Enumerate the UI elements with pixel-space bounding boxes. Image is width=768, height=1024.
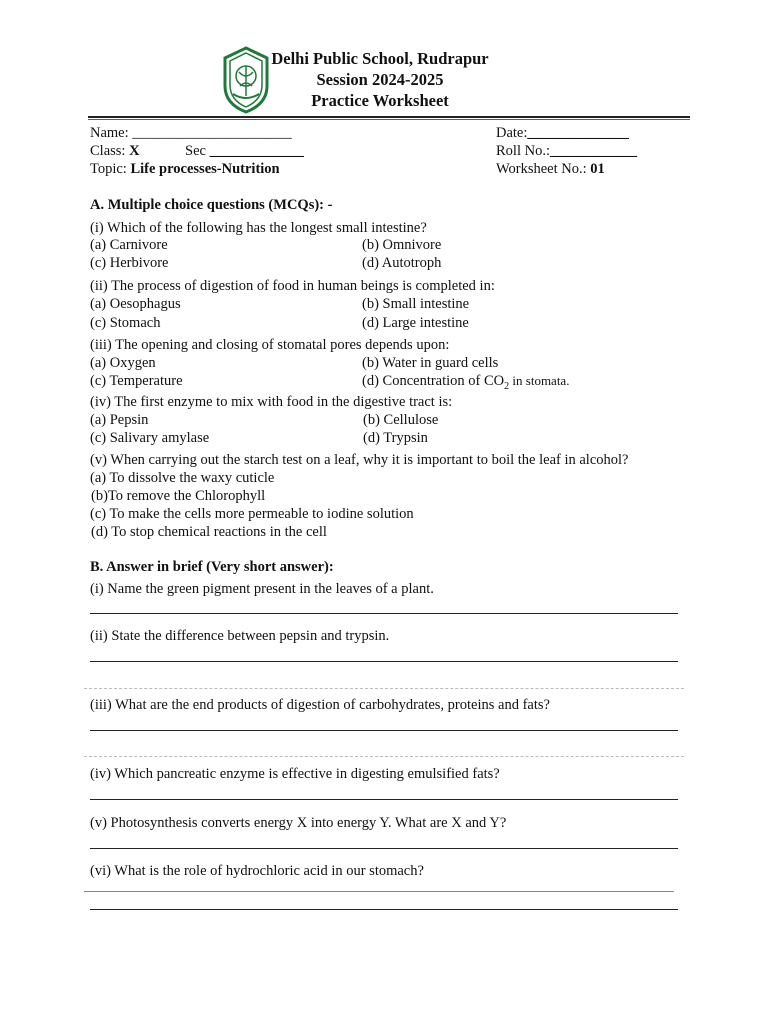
section-b-title: B. Answer in brief (Very short answer):	[90, 559, 334, 575]
mcq-5-option-a: (a) To dissolve the waxy cuticle	[90, 470, 275, 486]
mcq-4-option-a: (a) Pepsin	[90, 412, 149, 428]
worksheet-title: Practice Worksheet	[311, 91, 449, 110]
header-divider-accent	[88, 119, 690, 120]
answer-line	[90, 613, 678, 614]
mcq-3-option-d-text: (d) Concentration of CO	[362, 373, 505, 389]
section-field	[185, 142, 304, 160]
short-answer-2-question: (ii) State the difference between pepsin and trypsin.	[90, 628, 390, 644]
mcq-5-option-c: (c) To make the cells more permeable to iodine solution	[90, 506, 414, 522]
mcq-2-option-b: (b) Small intestine	[362, 296, 470, 312]
mcq-3-option-d-suffix: in stomata.	[509, 373, 570, 388]
answer-line-faint	[84, 756, 684, 757]
mcq-1-option-a: (a) Carnivore	[90, 237, 168, 253]
short-answer-1-question: (i) Name the green pigment present in the leaves of a plant.	[90, 581, 434, 597]
worksheet-number-label: Worksheet No.:	[496, 161, 591, 177]
section-a-title: A. Multiple choice questions (MCQs): -	[90, 197, 333, 213]
mcq-1-option-b: (b) Omnivore	[362, 237, 442, 253]
mcq-4-option-b: (b) Cellulose	[363, 412, 439, 428]
answer-line-faint	[84, 688, 684, 689]
short-answer-5-question: (v) Photosynthesis converts energy X into energy Y. What are X and Y?	[90, 815, 507, 831]
mcq-3-option-d-subscript: 2	[504, 380, 510, 392]
mcq-4-option-c: (c) Salivary amylase	[90, 430, 210, 446]
roll-blank: ____________	[549, 143, 637, 159]
topic-value: Life processes-Nutrition	[130, 161, 280, 177]
date-blank: ______________	[527, 125, 629, 141]
short-answer-6-question: (vi) What is the role of hydrochloric acid in our stomach?	[90, 863, 424, 879]
worksheet-number-value: 01	[590, 161, 605, 177]
mcq-3-option-a: (a) Oxygen	[90, 355, 156, 371]
short-answer-3-question: (iii) What are the end products of digestion of carbohydrates, proteins and fats?	[90, 697, 550, 713]
mcq-5-option-b: (b)To remove the Chlorophyll	[91, 488, 266, 504]
mcq-1-option-c: (c) Herbivore	[90, 255, 169, 271]
name-field: Name: ______________________	[90, 125, 292, 141]
roll-field	[496, 142, 637, 160]
date-label: Date:	[496, 125, 528, 141]
header-divider	[88, 116, 690, 118]
mcq-2-option-d: (d) Large intestine	[362, 315, 469, 331]
sec-label: Sec	[185, 143, 210, 159]
mcq-2-option-a: (a) Oesophagus	[90, 296, 181, 312]
answer-line	[90, 730, 678, 731]
school-name: Delhi Public School, Rudrapur	[271, 49, 489, 68]
mcq-5-option-d: (d) To stop chemical reactions in the cell	[91, 524, 327, 540]
answer-line	[90, 909, 678, 910]
answer-line	[90, 848, 678, 849]
worksheet-header	[250, 48, 510, 111]
sec-blank: _____________	[209, 143, 304, 159]
answer-line-faint	[84, 891, 674, 892]
worksheet-number-field	[496, 160, 605, 178]
class-label: Class:	[90, 143, 130, 159]
mcq-3-question: (iii) The opening and closing of stomatal pores depends upon:	[90, 337, 450, 353]
mcq-5-question: (v) When carrying out the starch test on a leaf, why it is important to boil the leaf in alcohol?	[90, 452, 629, 468]
mcq-2-question: (ii) The process of digestion of food in human beings is completed in:	[90, 278, 495, 294]
answer-line	[90, 799, 678, 800]
topic-label: Topic:	[90, 161, 131, 177]
mcq-1-question: (i) Which of the following has the longest small intestine?	[90, 220, 427, 236]
date-field	[496, 124, 629, 142]
mcq-4-question: (iv) The first enzyme to mix with food in the digestive tract is:	[90, 394, 453, 410]
mcq-2-option-c: (c) Stomach	[90, 315, 161, 331]
roll-label: Roll No.:	[496, 143, 550, 159]
topic-field	[90, 160, 280, 178]
class-value: X	[129, 143, 140, 159]
mcq-1-option-d: (d) Autotroph	[362, 255, 442, 271]
mcq-3-option-c: (c) Temperature	[90, 373, 183, 389]
short-answer-4-question: (iv) Which pancreatic enzyme is effective in digesting emulsified fats?	[90, 766, 500, 782]
answer-line	[90, 661, 678, 662]
class-field	[90, 142, 140, 160]
mcq-4-option-d: (d) Trypsin	[363, 430, 428, 446]
mcq-3-option-b: (b) Water in guard cells	[362, 355, 499, 371]
session-label: Session 2024-2025	[316, 70, 444, 89]
